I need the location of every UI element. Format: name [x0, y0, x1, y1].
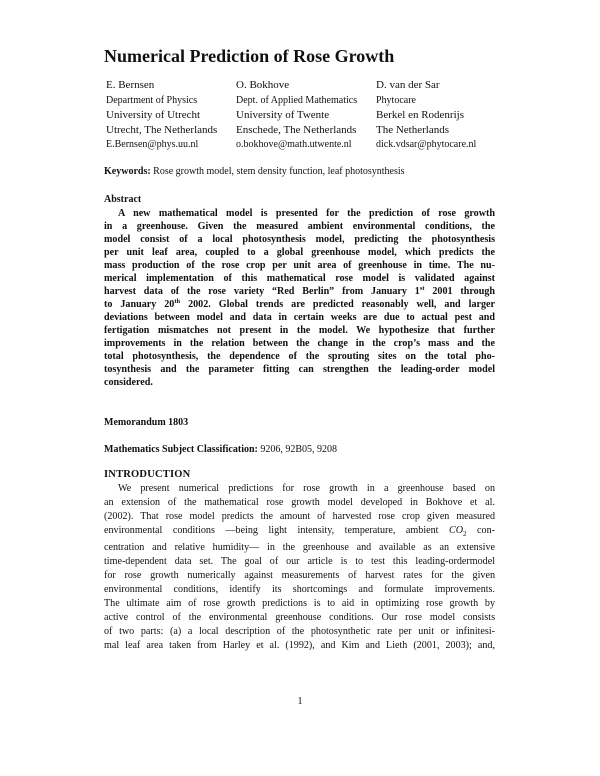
abstract-line-with-date [104, 285, 495, 298]
abstract-heading: Abstract [104, 194, 142, 205]
abstract-line: mass production of the rose crop per unit area of greenhouse in time. The nu- [104, 260, 495, 271]
msc-label: Mathematics Subject Classification: [104, 444, 258, 455]
abstract-line: fertigation mismatches not present in the model. We hypothesize that further [104, 325, 495, 336]
body-line-tail: con- [466, 525, 495, 536]
keywords-text: Rose growth model, stem density function, leaf photosynthesis [153, 166, 405, 177]
author-institution: University of Utrecht [106, 109, 201, 121]
abstract-line: merical implementation of this mathematical rose model is validated against [104, 273, 495, 284]
author-name: O. Bokhove [236, 79, 290, 91]
author-email: o.bokhove@math.utwente.nl [236, 139, 352, 150]
author-3 [376, 77, 476, 152]
body-line: for rose growth numerically against measurements of harvest rates for the given [104, 570, 495, 582]
abstract-line: in a greenhouse. Given the measured ambient environmental conditions, the [104, 221, 495, 232]
abstract-line-tail: 2002. Global trends are predicted reasonably well, and larger [180, 299, 495, 310]
keywords-label: Keywords: [104, 166, 151, 177]
co2-formula: CO [448, 525, 464, 536]
body-line: (2002). That rose model predicts the amount of harvested rose crop given measured [104, 511, 495, 522]
ordinal-suffix: th [174, 298, 181, 305]
author-2 [236, 77, 357, 152]
body-line-with-formula [104, 524, 495, 541]
author-institution: University of Twente [236, 109, 330, 121]
author-location: The Netherlands [376, 124, 449, 136]
introduction-body [104, 482, 495, 653]
abstract-line: model consist of a local photosynthesis model, predicting the photosynthesis [104, 234, 495, 245]
author-1 [106, 77, 217, 152]
body-line: time-dependent data set. The goal of our article is to test this leading-ordermodel [104, 556, 495, 568]
co2-subscript: 2 [463, 530, 467, 539]
author-email: dick.vdsar@phytocare.nl [376, 139, 477, 150]
body-line: The ultimate aim of rose growth predictions is to aid in optimizing rose growth by [104, 598, 495, 610]
abstract-line-text: to January 20 [104, 299, 175, 310]
page-number: 1 [297, 696, 303, 707]
abstract-line-text: harvest data of the rose variety “Red Berlin” from January 1 [104, 286, 420, 297]
keywords [104, 165, 504, 179]
abstract-line: considered. [104, 377, 153, 388]
msc-codes: 9206, 92B05, 9208 [260, 444, 338, 455]
body-line: an extension of the mathematical rose growth model developed in Bokhove et al. [104, 497, 495, 508]
author-name: E. Bernsen [106, 79, 155, 91]
author-name: D. van der Sar [376, 79, 440, 91]
body-line: We present numerical predictions for rose growth in a greenhouse based on [118, 483, 495, 494]
body-line: mal leaf area taken from Harley et al. (1992), and Kim and Lieth (2001, 2003); and, [104, 640, 495, 652]
subject-classification [104, 443, 337, 457]
abstract-line: improvements in the relation between the change in the crop’s mass and the [104, 338, 495, 349]
paper-title: Numerical Prediction of Rose Growth [104, 46, 395, 66]
body-line: of two parts: (a) a local description of the photosynthetic rate per unit or infinitesi- [104, 626, 495, 638]
abstract-line: total photosynthesis, the dependence of the sprouting sites on the total pho- [104, 351, 495, 362]
abstract-line: tosynthesis and the parameter fitting can strengthen the leading-order model [104, 364, 495, 375]
body-line: centration and relative humidity— in the greenhouse and available as an extensive [104, 542, 495, 554]
abstract-body [104, 207, 495, 389]
abstract-line-tail: 2001 through [424, 286, 496, 297]
author-institution: Berkel en Rodenrijs [376, 109, 464, 121]
introduction-heading: INTRODUCTION [104, 469, 191, 480]
author-department: Dept. of Applied Mathematics [236, 95, 358, 106]
author-location: Utrecht, The Netherlands [106, 124, 218, 136]
abstract-line: deviations between model and data in certain weeks are due to actual pest and [104, 312, 495, 323]
author-department: Phytocare [376, 95, 416, 106]
memorandum-number: Memorandum 1803 [104, 417, 189, 428]
author-location: Enschede, The Netherlands [236, 124, 357, 136]
abstract-line: A new mathematical model is presented for the prediction of rose growth [118, 208, 495, 219]
author-email: E.Bernsen@phys.uu.nl [106, 139, 199, 150]
abstract-line: per unit leaf area, coupled to a global greenhouse model, which predicts the [104, 247, 495, 258]
body-line: environmental conditions, identify its shortcomings and formulate improvements. [104, 584, 495, 596]
abstract-line-with-date [104, 298, 495, 311]
body-line: active control of the environmental greenhouse conditions. Our rose model consists [104, 612, 495, 624]
ordinal-suffix: st [419, 285, 425, 292]
author-department: Department of Physics [106, 95, 198, 106]
body-line-text: environmental conditions —being light intensity, temperature, ambient [104, 525, 449, 536]
